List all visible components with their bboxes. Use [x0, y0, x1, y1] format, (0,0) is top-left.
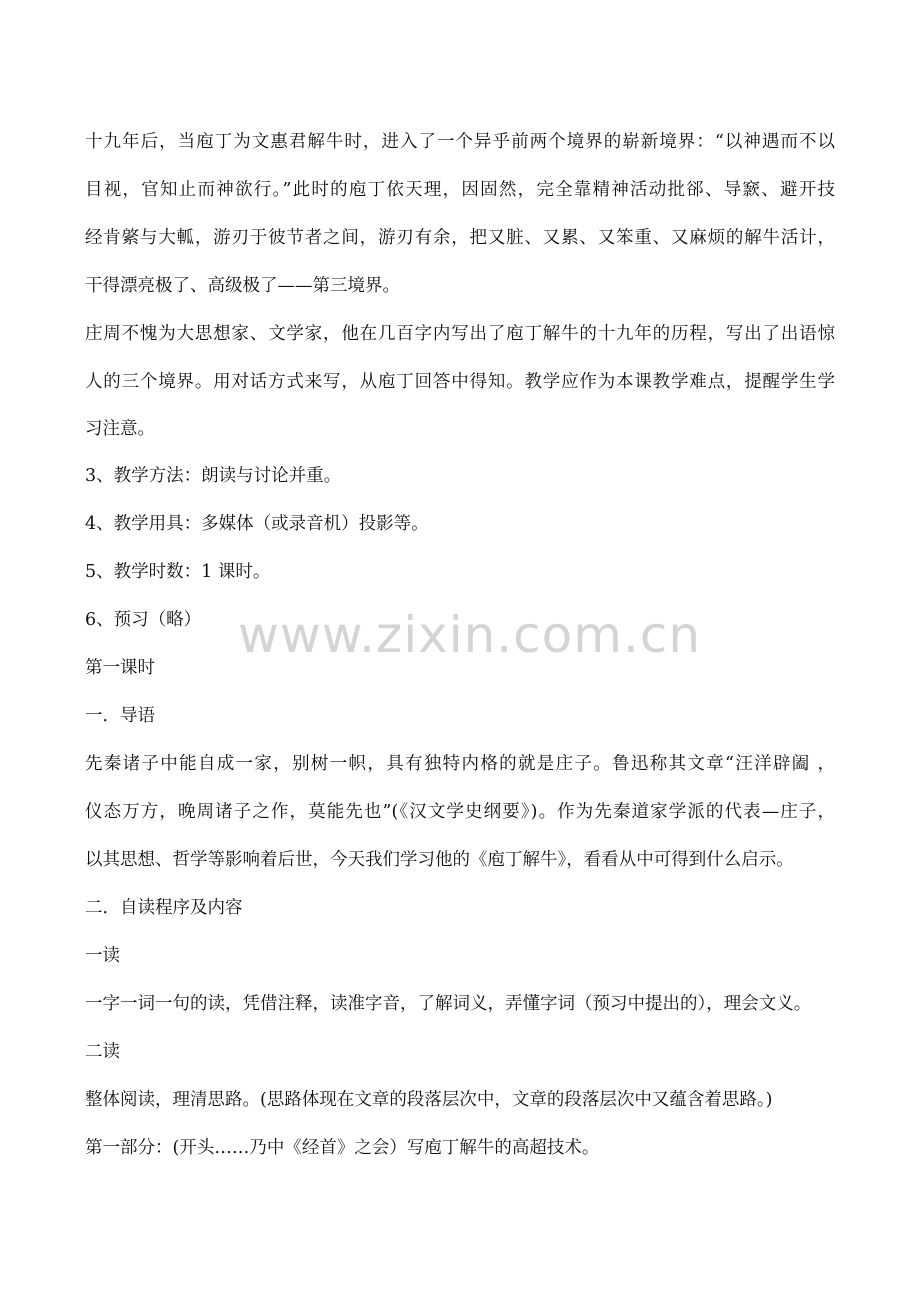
list-item-tools: 4、教学用具：多媒体（或录音机）投影等。	[85, 514, 429, 534]
paragraph-line: 人的三个境界。用对话方式来写，从庖丁回答中得知。教学应作为本课教学难点，提醒学生学	[85, 372, 835, 392]
paragraph-line: 习注意。	[85, 419, 155, 439]
section-heading: 第一课时	[85, 658, 155, 678]
watermark: www.zixin.com.cn	[238, 606, 702, 664]
paragraph-line: 整体阅读，理清思路。(思路体现在文章的段落层次中，文章的段落层次中又蕴含着思路。)	[85, 1090, 773, 1110]
list-item-preview: 6、预习（略）	[85, 610, 202, 630]
paragraph-line: 一字一词一句的读，凭借注释，读准字音，了解词义，弄懂字词（预习中提出的），理会文义。	[85, 994, 812, 1014]
paragraph-line: 经肯綮与大軱，游刃于彼节者之间，游刃有余，把又脏、又累、又笨重、又麻烦的解牛活计，	[85, 228, 835, 248]
section-heading: 二．自读程序及内容	[85, 898, 243, 918]
paragraph-line: 干得漂亮极了、高级极了——第三境界。	[85, 276, 400, 296]
paragraph-line: 十九年后，当庖丁为文惠君解牛时，进入了一个异乎前两个境界的崭新境界：“以神遇而不以	[85, 132, 835, 152]
paragraph-line: 庄周不愧为大思想家、文学家，他在几百字内写出了庖丁解牛的十九年的历程，写出了出语惊	[85, 324, 835, 344]
subheading: 一读	[85, 946, 120, 966]
list-item-method: 3、教学方法：朗读与讨论并重。	[85, 466, 342, 486]
paragraph-line: 目视，官知止而神欲行。”此时的庖丁依天理，因固然，完全靠精神活动批郤、导窾、避开技	[85, 180, 835, 200]
paragraph-line: 以其思想、哲学等影响着后世，今天我们学习他的《庖丁解牛》，看看从中可得到什么启示。	[85, 850, 794, 870]
subheading: 二读	[85, 1042, 120, 1062]
list-item-hours: 5、教学时数：1 课时。	[85, 562, 271, 582]
paragraph-line: 仪态万方，晚周诸子之作，莫能先也”(《汉文学史纲要》)。作为先秦道家学派的代表—庄子，	[85, 802, 835, 822]
section-heading: 一．导语	[85, 706, 155, 726]
paragraph-line: 第一部分：(开头……乃中《经首》之会）写庖丁解牛的高超技术。	[85, 1138, 600, 1158]
paragraph-line: 先秦诸子中能自成一家，别树一帜，具有独特内格的就是庄子。鲁迅称其文章“汪洋辟阖 ，	[85, 754, 835, 774]
